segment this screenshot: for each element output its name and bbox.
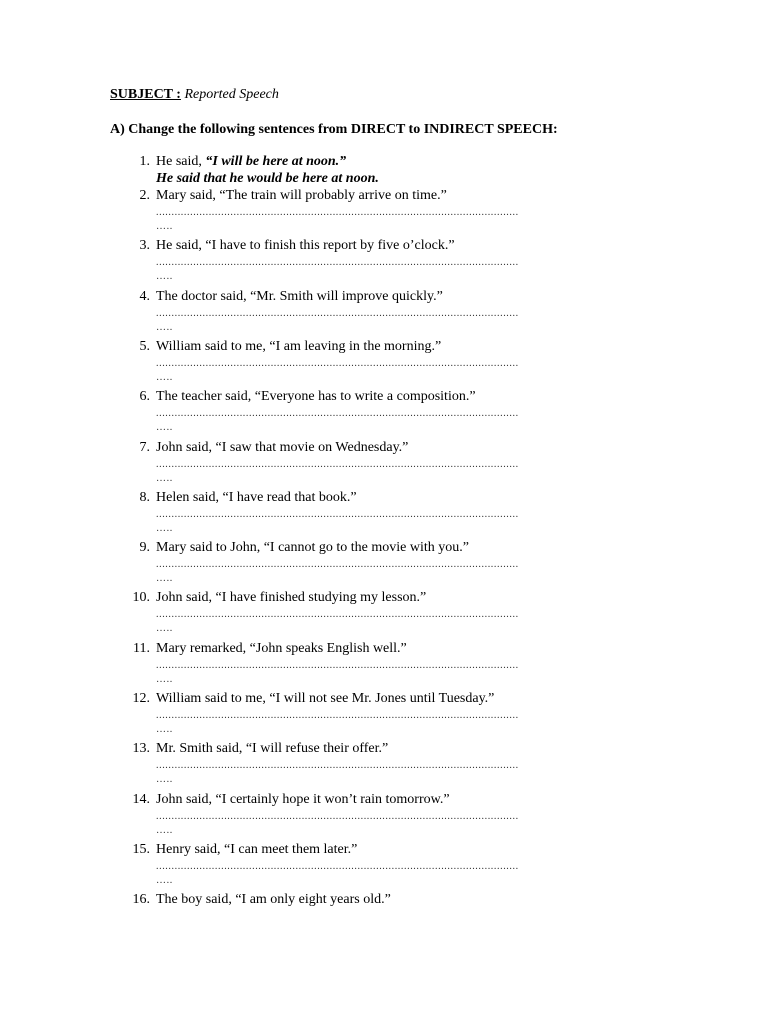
- item-number: 8.: [139, 490, 150, 505]
- answer-line[interactable]: .....................................................................................................................: [156, 710, 519, 721]
- subject-label: SUBJECT :: [110, 87, 181, 102]
- section-a-instruction: A) Change the following sentences from DIRECT to INDIRECT SPEECH:: [110, 122, 558, 137]
- answer-line[interactable]: .....................................................................................................................: [156, 660, 519, 671]
- item-number: 9.: [139, 540, 150, 555]
- item-sentence: Henry said, “I can meet them later.”: [156, 842, 358, 857]
- answer-line-tail: …..: [156, 322, 173, 333]
- item-number: 1.: [139, 154, 150, 169]
- example-quote: “I will be here at noon.”: [205, 154, 347, 169]
- answer-line[interactable]: .....................................................................................................................: [156, 609, 519, 620]
- item-sentence: [156, 153, 346, 170]
- item-sentence: Mary said, “The train will probably arrive on time.”: [156, 188, 447, 203]
- item-number: 7.: [139, 440, 150, 455]
- answer-line[interactable]: .....................................................................................................................: [156, 861, 519, 872]
- answer-line-tail: …..: [156, 724, 173, 735]
- answer-line[interactable]: .....................................................................................................................: [156, 559, 519, 570]
- item-number: 16.: [132, 892, 150, 907]
- answer-line-tail: …..: [156, 674, 173, 685]
- item-number: 14.: [132, 792, 150, 807]
- answer-line-tail: …..: [156, 221, 173, 232]
- answer-line-tail: …..: [156, 573, 173, 584]
- item-number: 12.: [132, 691, 150, 706]
- answer-line-tail: …..: [156, 825, 173, 836]
- item-number: 5.: [139, 339, 150, 354]
- answer-line[interactable]: .....................................................................................................................: [156, 811, 519, 822]
- item-sentence: Mr. Smith said, “I will refuse their offer.”: [156, 741, 389, 756]
- item-sentence: Mary remarked, “John speaks English well.”: [156, 641, 407, 656]
- subject-value: Reported Speech: [184, 87, 279, 102]
- item-number: 2.: [139, 188, 150, 203]
- item-number: 13.: [132, 741, 150, 756]
- item-sentence: He said, “I have to finish this report by five o’clock.”: [156, 238, 455, 253]
- answer-line-tail: …..: [156, 372, 173, 383]
- answer-line[interactable]: .....................................................................................................................: [156, 509, 519, 520]
- item-sentence: The boy said, “I am only eight years old.”: [156, 892, 391, 907]
- item-number: 15.: [132, 842, 150, 857]
- answer-line-tail: …..: [156, 875, 173, 886]
- example-answer: He said that he would be here at noon.: [156, 171, 379, 186]
- answer-line[interactable]: .....................................................................................................................: [156, 207, 519, 218]
- item-sentence: John said, “I have finished studying my lesson.”: [156, 590, 427, 605]
- answer-line-tail: …..: [156, 271, 173, 282]
- item-number: 4.: [139, 289, 150, 304]
- item-sentence: John said, “I certainly hope it won’t rain tomorrow.”: [156, 792, 450, 807]
- item-sentence: Helen said, “I have read that book.”: [156, 490, 357, 505]
- answer-line[interactable]: .....................................................................................................................: [156, 257, 519, 268]
- item-sentence: The teacher said, “Everyone has to write a composition.”: [156, 389, 476, 404]
- item-number: 6.: [139, 389, 150, 404]
- answer-line[interactable]: .....................................................................................................................: [156, 408, 519, 419]
- item-sentence: William said to me, “I am leaving in the morning.”: [156, 339, 442, 354]
- item-number: 10.: [132, 590, 150, 605]
- item-number: 11.: [133, 641, 150, 656]
- answer-line-tail: …..: [156, 473, 173, 484]
- item-number: 3.: [139, 238, 150, 253]
- answer-line[interactable]: .....................................................................................................................: [156, 459, 519, 470]
- item-sentence: The doctor said, “Mr. Smith will improve quickly.”: [156, 289, 443, 304]
- example-lead: He said,: [156, 154, 206, 169]
- answer-line[interactable]: .....................................................................................................................: [156, 358, 519, 369]
- answer-line-tail: …..: [156, 623, 173, 634]
- answer-line[interactable]: .....................................................................................................................: [156, 760, 519, 771]
- answer-line[interactable]: .....................................................................................................................: [156, 308, 519, 319]
- answer-line-tail: …..: [156, 422, 173, 433]
- item-sentence: John said, “I saw that movie on Wednesday.”: [156, 440, 409, 455]
- item-sentence: Mary said to John, “I cannot go to the movie with you.”: [156, 540, 469, 555]
- answer-line-tail: …..: [156, 523, 173, 534]
- item-sentence: William said to me, “I will not see Mr. Jones until Tuesday.”: [156, 691, 495, 706]
- answer-line-tail: …..: [156, 774, 173, 785]
